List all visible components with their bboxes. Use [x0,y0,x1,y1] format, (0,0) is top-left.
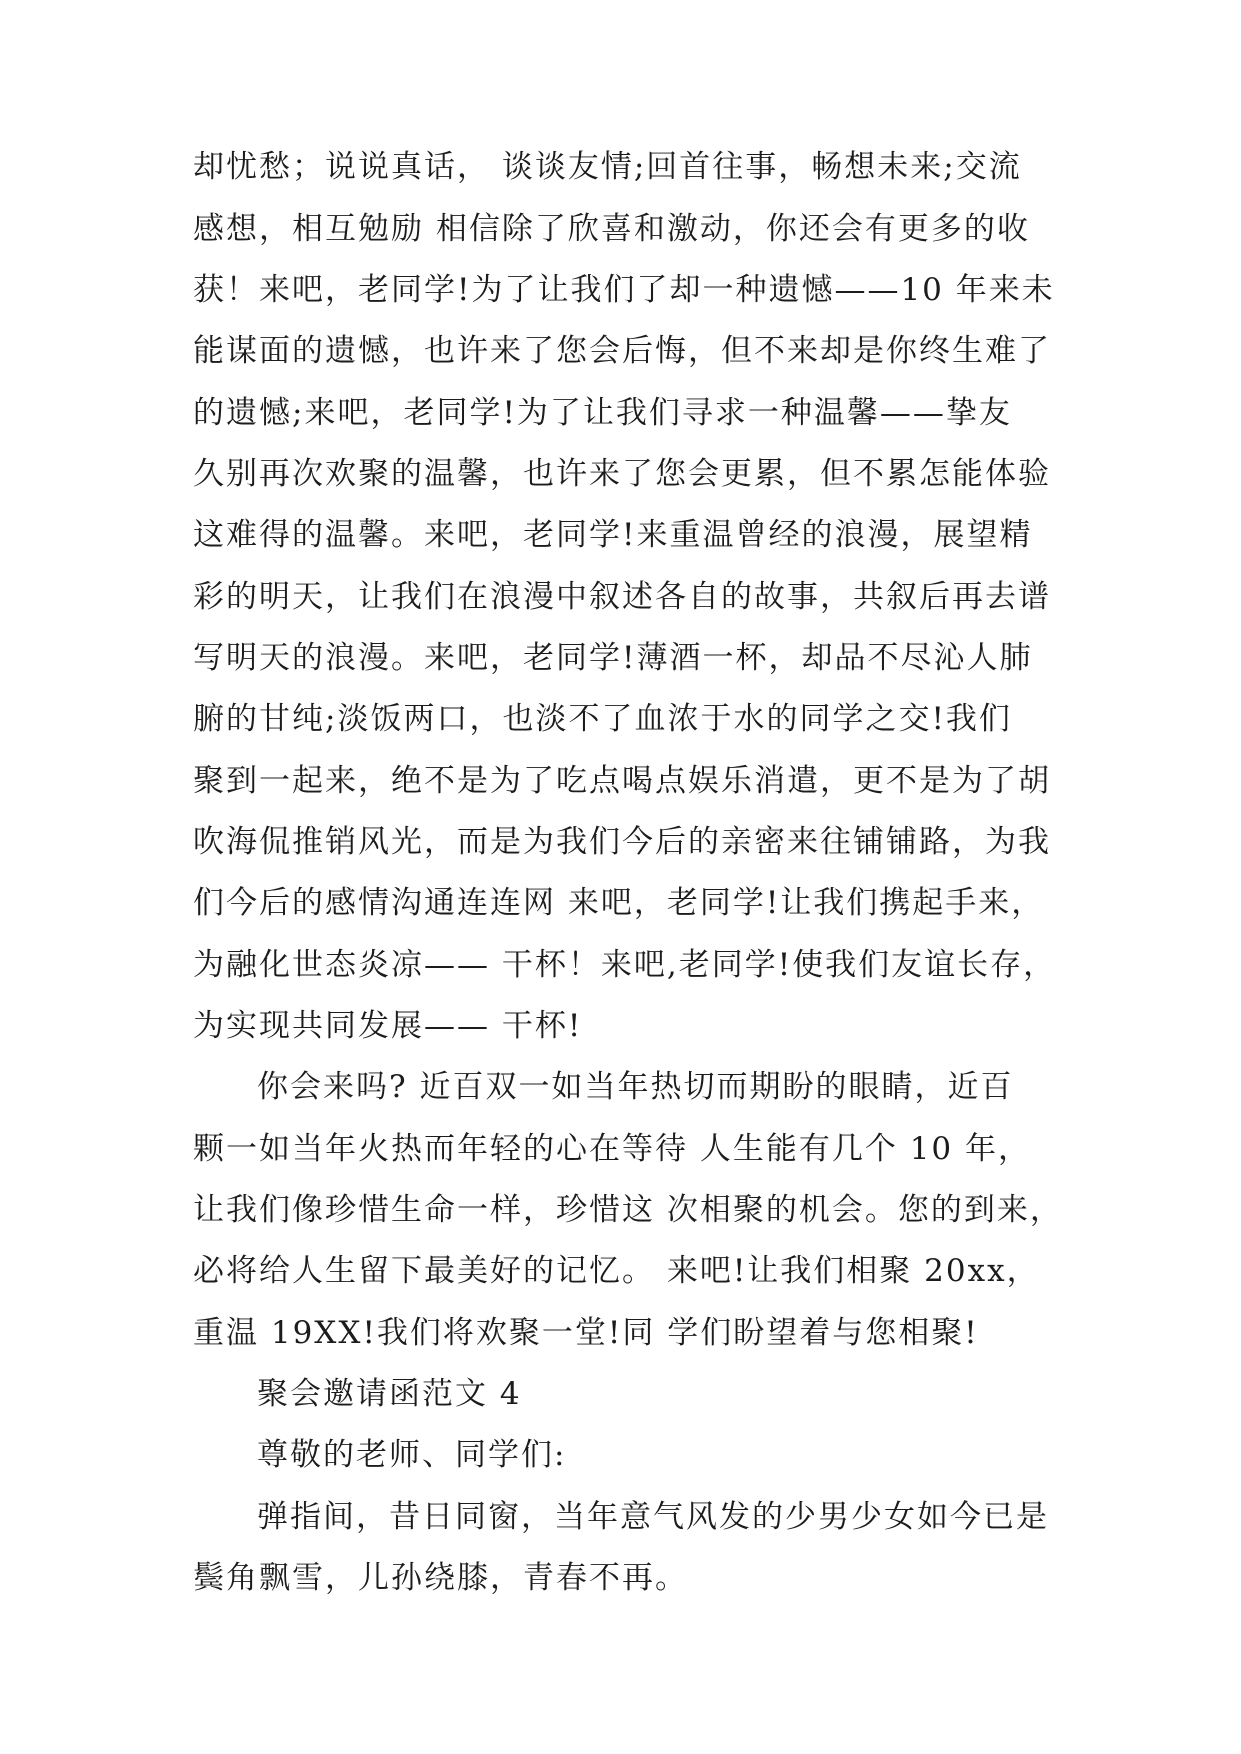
text-line: 能谋面的遗憾，也许来了您会后悔，但不来却是你终生难了 [193,333,1051,369]
text-line: 这难得的温馨。来吧，老同学!来重温曾经的浪漫，展望精 [193,517,1033,553]
text-line: 必将给人生留下最美好的记忆。 来吧!让我们相聚 20xx， [193,1253,1040,1289]
salutation: 尊敬的老师、同学们: [257,1437,567,1473]
text-line: 久别再次欢聚的温馨，也许来了您会更累，但不累怎能体验 [193,456,1051,492]
paragraph-first-line: 弹指间，昔日同窗，当年意气风发的少男少女如今已是 [257,1499,1049,1535]
text-line: 重温 19XX!我们将欢聚一堂!同 学们盼望着与您相聚! [193,1315,979,1351]
text-line: 感想，相互勉励 相信除了欣喜和激动，你还会有更多的收 [193,211,1030,247]
text-line: 写明天的浪漫。来吧，老同学!薄酒一杯，却品不尽沁人肺 [193,640,1033,676]
text-line: 获！来吧，老同学!为了让我们了却一种遗憾——10 年来未 [193,272,1055,308]
text-line: 为融化世态炎凉—— 干杯！来吧,老同学!使我们友谊长存， [193,947,1057,983]
text-line: 们今后的感情沟通连连网 来吧，老同学!让我们携起手来， [193,885,1045,921]
section-title: 聚会邀请函范文 4 [257,1376,522,1412]
text-line: 颗一如当年火热而年轻的心在等待 人生能有几个 10 年， [193,1131,1032,1167]
text-line: 让我们像珍惜生命一样，珍惜这 次相聚的机会。您的到来， [193,1192,1063,1228]
paragraph-first-line: 你会来吗? 近百双一如当年热切而期盼的眼睛，近百 [257,1069,1014,1105]
text-line: 吹海侃推销风光，而是为我们今后的亲密来往铺铺路，为我 [193,824,1051,860]
text-line: 彩的明天，让我们在浪漫中叙述各自的故事，共叙后再去谱 [193,579,1051,615]
text-line: 为实现共同发展—— 干杯! [193,1008,583,1044]
text-line: 腑的甘纯;淡饭两口，也淡不了血浓于水的同学之交!我们 [193,701,1012,737]
text-line: 的遗憾;来吧，老同学!为了让我们寻求一种温馨——挚友 [193,395,1012,431]
text-line: 却忧愁；说说真话， 谈谈友情;回首往事，畅想未来;交流 [193,149,1022,185]
text-line: 鬓角飘雪，儿孙绕膝，青春不再。 [193,1560,688,1596]
text-line: 聚到一起来，绝不是为了吃点喝点娱乐消遣，更不是为了胡 [193,763,1051,799]
